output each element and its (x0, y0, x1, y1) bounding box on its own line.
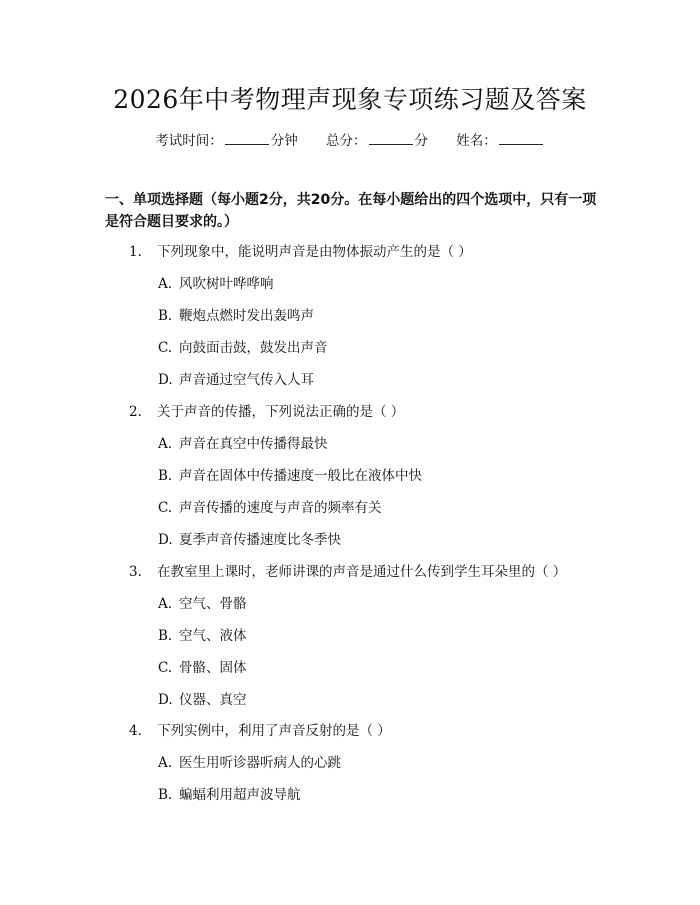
question-2-option-b (158, 466, 422, 486)
option-text: 医生用听诊器听病人的心跳 (179, 755, 341, 771)
question-text: 下列实例中，利用了声音反射的是（ ） (157, 723, 391, 739)
question-4-option-b (158, 785, 301, 805)
option-letter: A. (158, 755, 173, 771)
option-letter: C. (158, 500, 173, 516)
option-letter: B. (158, 628, 173, 644)
question-text: 在教室里上课时，老师讲课的声音是通过什么传到学生耳朵里的（ ） (157, 564, 567, 580)
question-1-option-c (158, 338, 328, 358)
option-letter: A. (158, 276, 173, 292)
question-3-option-b (158, 626, 247, 646)
question-text: 下列现象中，能说明声音是由物体振动产生的是（ ） (157, 244, 472, 260)
option-text: 声音通过空气传入人耳 (179, 372, 314, 388)
exam-time-field (155, 131, 298, 151)
option-text: 仪器、真空 (179, 692, 247, 708)
question-3-option-a (158, 594, 247, 614)
name-blank (499, 132, 543, 145)
option-text: 鞭炮点燃时发出轰鸣声 (179, 308, 314, 324)
option-letter: B. (158, 787, 173, 803)
name-label: 姓名： (456, 133, 497, 149)
question-1-option-d (158, 370, 314, 390)
exam-time-unit: 分钟 (270, 133, 298, 149)
question-3-option-d (158, 690, 247, 710)
option-text: 声音传播的速度与声音的频率有关 (179, 500, 382, 516)
question-4-option-a (158, 753, 341, 773)
question-4 (129, 721, 391, 741)
question-1-option-b (158, 306, 314, 326)
option-text: 空气、液体 (179, 628, 247, 644)
total-score-blank (369, 132, 413, 145)
question-text: 关于声音的传播，下列说法正确的是（ ） (157, 404, 405, 420)
question-2-option-d (158, 530, 341, 550)
total-score-field (326, 131, 428, 151)
option-text: 风吹树叶哗哗响 (179, 276, 274, 292)
option-letter: B. (158, 308, 173, 324)
question-2-option-c (158, 498, 382, 518)
option-letter: D. (158, 692, 173, 708)
option-letter: A. (158, 596, 173, 612)
option-text: 声音在真空中传播得最快 (179, 436, 328, 452)
option-text: 向鼓面击鼓，鼓发出声音 (179, 340, 328, 356)
option-text: 声音在固体中传播速度一般比在液体中快 (179, 468, 422, 484)
question-2-option-a (158, 434, 328, 454)
option-letter: C. (158, 660, 173, 676)
question-1-option-a (158, 274, 274, 294)
option-letter: D. (158, 532, 173, 548)
option-text: 夏季声音传播速度比冬季快 (179, 532, 341, 548)
question-1 (129, 242, 472, 262)
total-score-label: 总分： (326, 133, 367, 149)
option-text: 空气、骨骼 (179, 596, 247, 612)
question-2 (129, 402, 404, 422)
section-heading: 一、单项选择题（每小题2分，共20分。在每小题给出的四个选项中，只有一项是符合题目要求的。） (105, 192, 597, 230)
option-text: 蝙蝠利用超声波导航 (179, 787, 301, 803)
option-letter: A. (158, 436, 173, 452)
option-letter: C. (158, 340, 173, 356)
question-number: 2. (129, 404, 142, 420)
question-3 (129, 562, 566, 582)
name-field (456, 131, 545, 151)
exam-time-blank (225, 132, 269, 145)
option-letter: B. (158, 468, 173, 484)
question-number: 4. (129, 723, 142, 739)
question-3-option-c (158, 658, 247, 678)
question-number: 1. (129, 244, 142, 260)
option-text: 骨骼、固体 (179, 660, 247, 676)
question-number: 3. (129, 564, 142, 580)
exam-time-label: 考试时间： (155, 133, 223, 149)
exam-meta (0, 131, 700, 151)
total-score-unit: 分 (414, 133, 428, 149)
option-letter: D. (158, 372, 173, 388)
document-title: 2026年中考物理声现象专项练习题及答案 (113, 85, 587, 114)
